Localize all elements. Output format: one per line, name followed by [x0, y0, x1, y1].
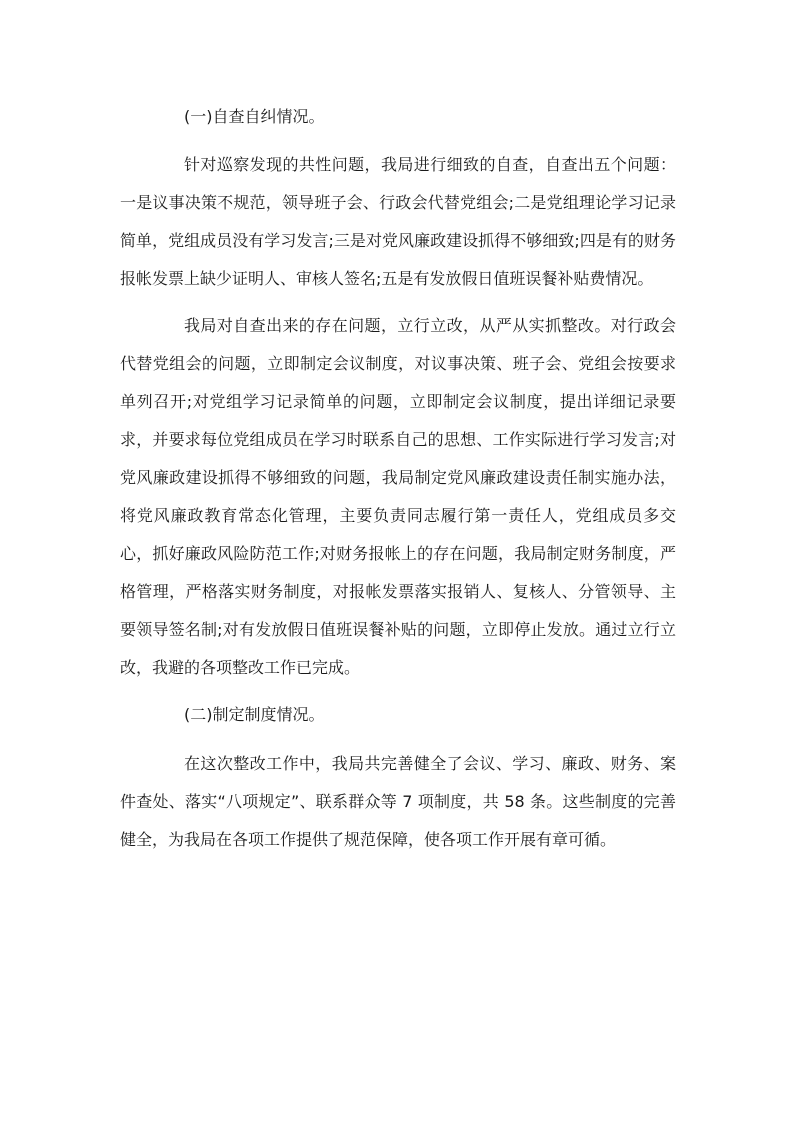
- paragraph-rules-summary: 在这次整改工作中，我局共完善健全了会议、学习、廉政、财务、案件查处、落实“八项规定”、联系群众等 7 项制度，共 58 条。这些制度的完善健全，为我局在各项工作提供了规范保障，使各项工作开展有章可循。: [120, 754, 676, 849]
- paragraph-common-problems: 针对巡察发现的共性问题，我局进行细致的自查，自查出五个问题：一是议事决策不规范，领导班子会、行政会代替党组会;二是党组理论学习记录简单，党组成员没有学习发言;三是对党风廉政建设抓得不够细致;四是有的财务报帐发票上缺少证明人、审核人签名;五是有发放假日值班误餐补贴费情况。: [120, 155, 676, 288]
- document-body: [120, 98, 676, 859]
- section-heading-rules: (二)制定制度情况。: [184, 705, 325, 724]
- section-heading-self-inspection: (一)自查自纠情况。: [184, 107, 325, 126]
- paragraph-rectification: 我局对自查出来的存在问题，立行立改，从严从实抓整改。对行政会代替党组会的问题，立即制定会议制度，对议事决策、班子会、党组会按要求单列召开;对党组学习记录简单的问题，立即制定会议制度，提出详细记录要求，并要求每位党组成员在学习时联系自己的思想、工作实际进行学习发言;对党风廉政建设抓得不够细致的问题，我局制定党风廉政建设责任制实施办法，将党风廉政教育常态化管理，主要负责同志履行第一责任人，党组成员多交心，抓好廉政风险防范工作;对财务报帐上的存在问题，我局制定财务制度，严格管理，严格落实财务制度，对报帐发票落实报销人、复核人、分管领导、主要领导签名制;对有发放假日值班误餐补贴的问题，立即停止发放。通过立行立改，我避的各项整改工作已完成。: [120, 316, 676, 677]
